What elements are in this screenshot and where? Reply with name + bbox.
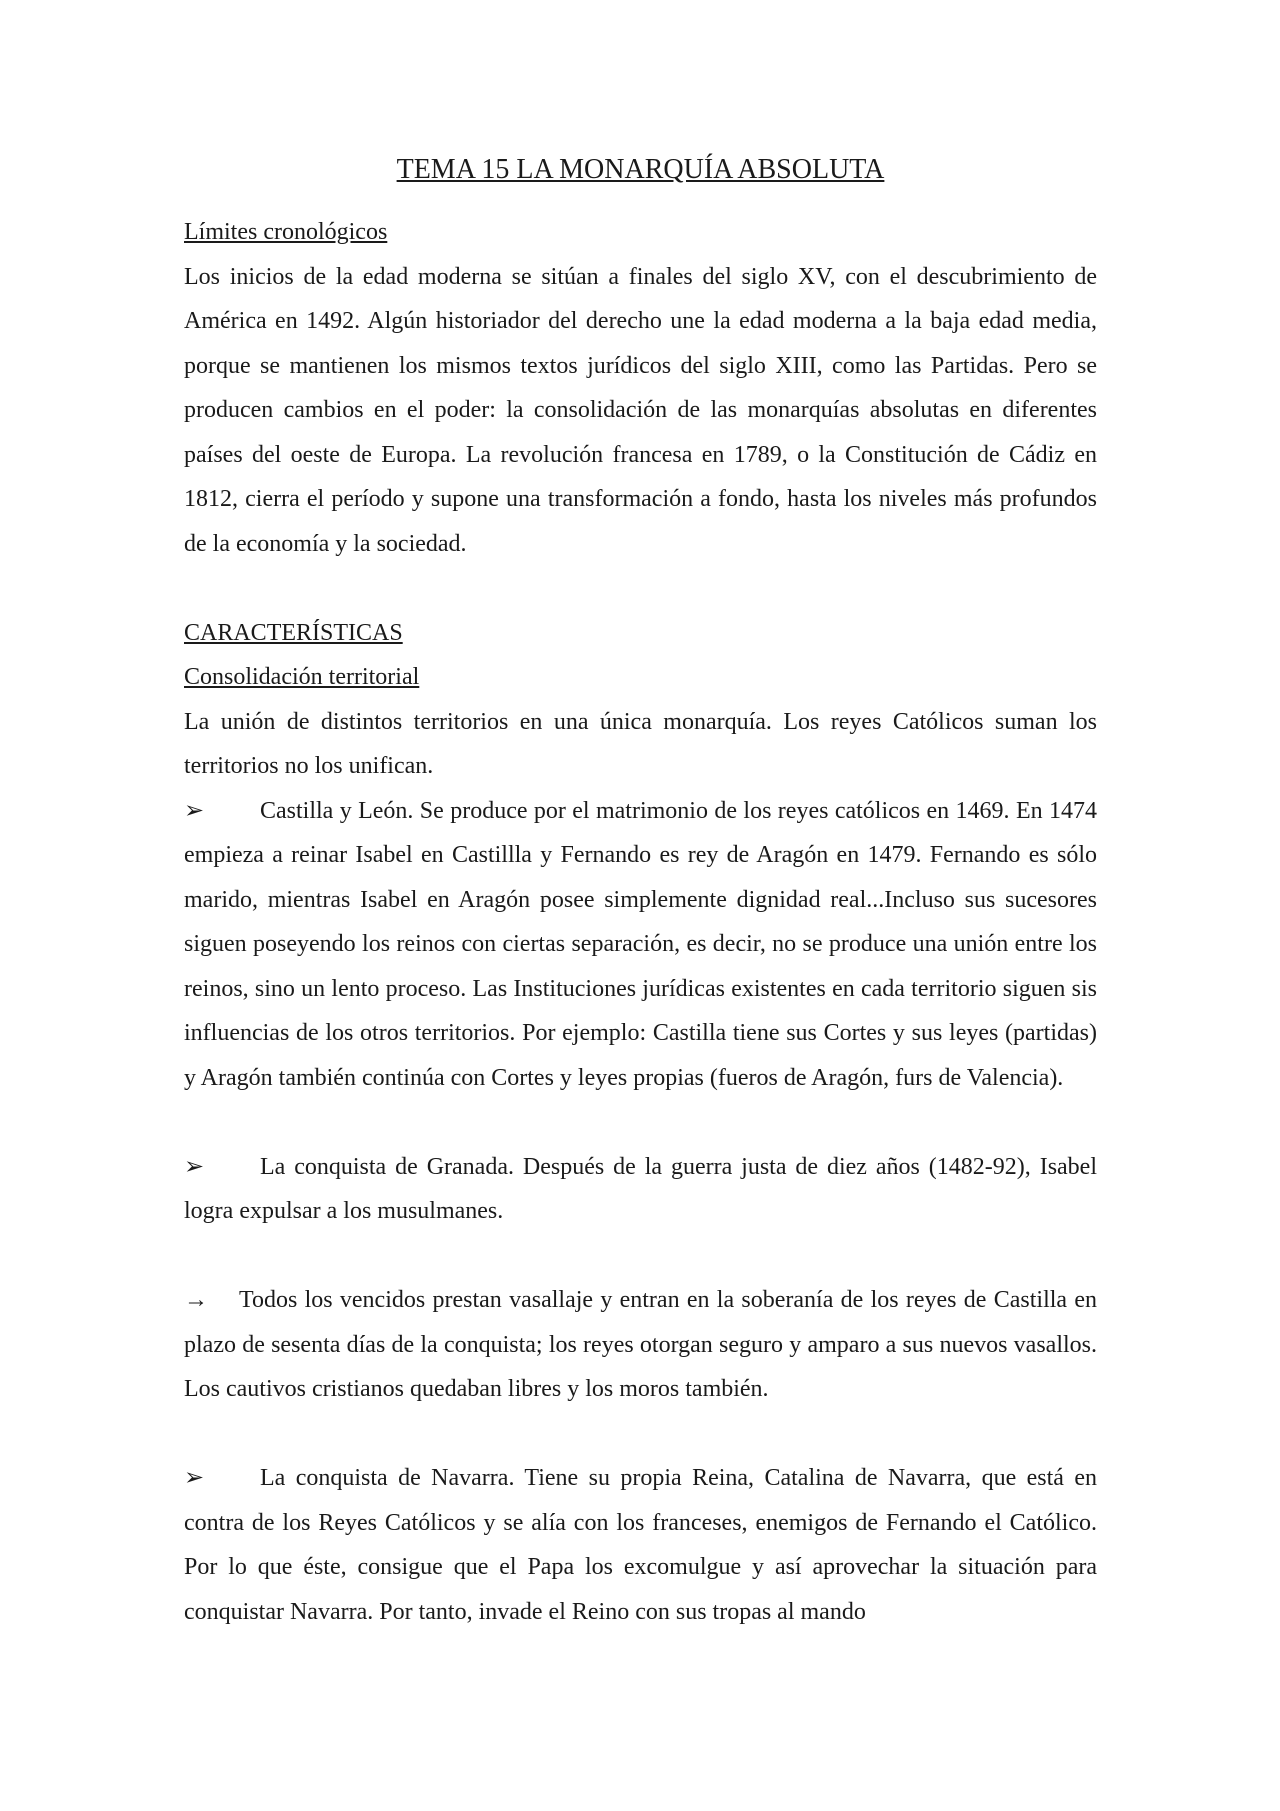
arrow-item-vencidos (184, 1278, 1097, 1412)
paragraph-intro: La unión de distintos territorios en una única monarquía. Los reyes Católicos suman los territorios no los unifican. (184, 708, 1097, 779)
page-title: TEMA 15 LA MONARQUÍA ABSOLUTA (396, 154, 885, 185)
section-heading-caracteristicas: CARACTERÍSTICAS (184, 619, 403, 646)
bullet-text-granada: La conquista de Granada. Después de la guerra justa de diez años (1482-92), Isabel logra expulsar a los musulmanes. (184, 1153, 1097, 1224)
bullet-text-castilla: Castilla y León. Se produce por el matrimonio de los reyes católicos en 1469. En 1474 empieza a reinar Isabel en Castillla y Fernando es rey de Aragón en 1479. Fernando es sólo marido, mientras Isabel en Aragón posee simplemente dignidad real...Incluso sus sucesores siguen poseyendo los reinos con ciertas separación, es decir, no se produce una unión entre los reinos, sino un lento proceso. Las Instituciones jurídicas existentes en cada territorio siguen sis influencias de los otros territorios. Por ejemplo: Castilla tiene sus Cortes y sus leyes (partidas) y Aragón también continúa con Cortes y leyes propias (fueros de Aragón, furs de Valencia). (184, 797, 1097, 1091)
spacer (184, 1412, 1097, 1457)
bullet-item-navarra (184, 1456, 1097, 1634)
spacer (184, 1234, 1097, 1279)
subheading-consolidacion: Consolidación territorial (184, 664, 420, 690)
section-heading-limites: Límites cronológicos (184, 219, 388, 245)
spacer (184, 1100, 1097, 1145)
bullet-text-navarra: La conquista de Navarra. Tiene su propia Reina, Catalina de Navarra, que está en contra de los Reyes Católicos y se alía con los franceses, enemigos de Fernando el Católico. Por lo que éste, consigue que el Papa los excomulgue y así aprovechar la situación para conquistar Navarra. Por tanto, invade el Reino con sus tropas al mando (184, 1465, 1097, 1625)
bullet-item-granada (184, 1145, 1097, 1234)
bullet-arrow-icon: ➢ (184, 1465, 205, 1491)
bullet-arrow-icon: ➢ (184, 797, 205, 824)
spacer (184, 566, 1097, 611)
bullet-arrow-icon: ➢ (184, 1153, 205, 1180)
arrow-text-vencidos: Todos los vencidos prestan vasallaje y entran en la soberanía de los reyes de Castilla en plazo de sesenta días de la conquista; los reyes otorgan seguro y amparo a sus nuevos vasallos. Los cautivos cristianos quedaban libres y los moros también. (184, 1287, 1097, 1402)
bullet-item-castilla (184, 789, 1097, 1101)
paragraph-limites: Los inicios de la edad moderna se sitúan a finales del siglo XV, con el descubrimiento de América en 1492. Algún historiador del derecho une la edad moderna a la baja edad media, porque se mantienen los mismos textos jurídicos del siglo XIII, como las Partidas. Pero se producen cambios en el poder: la consolidación de las monarquías absolutas en diferentes países del oeste de Europa. La revolución francesa en 1789, o la Constitución de Cádiz en 1812, cierra el período y supone una transformación a fondo, hasta los niveles más profundos de la economía y la sociedad. (184, 263, 1097, 557)
right-arrow-icon: → (184, 1287, 208, 1313)
